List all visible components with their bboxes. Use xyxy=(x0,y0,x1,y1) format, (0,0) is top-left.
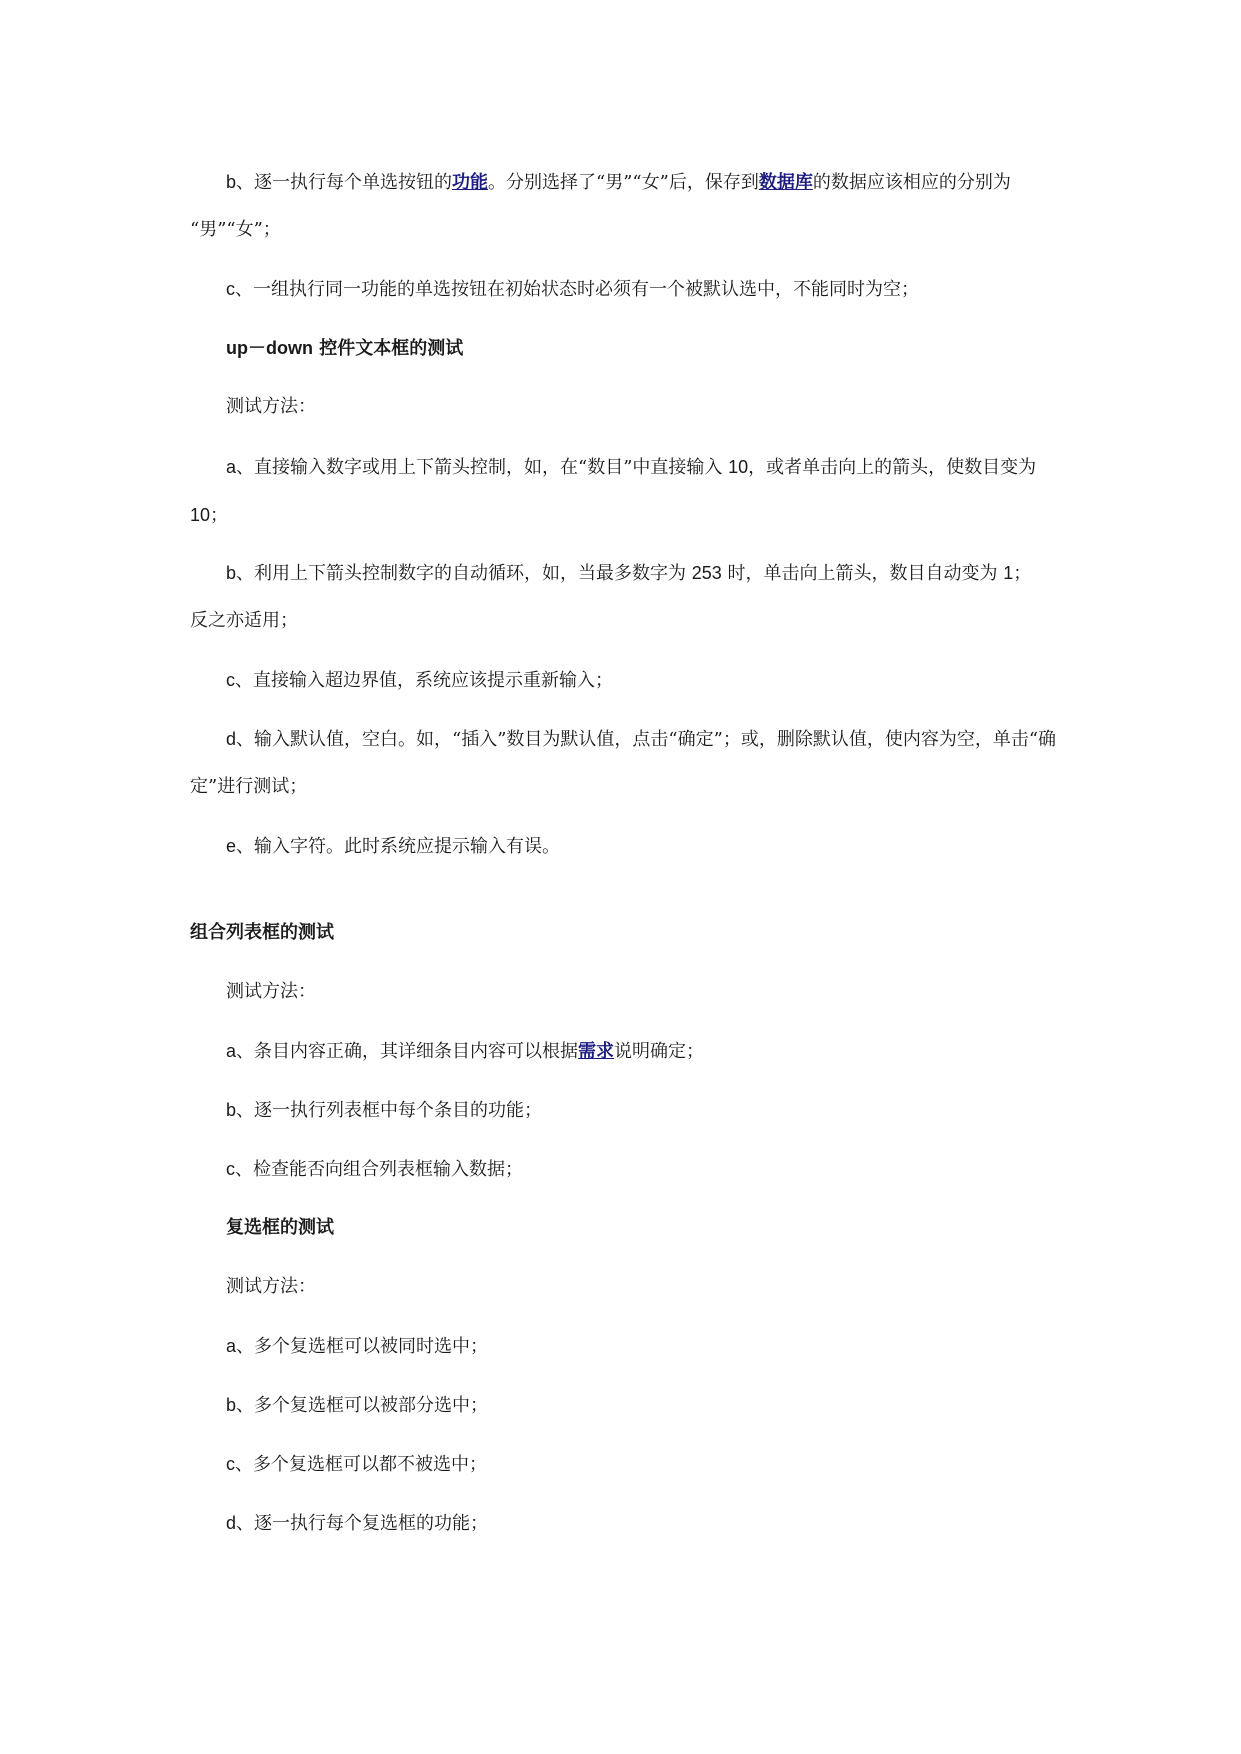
item-letter: c xyxy=(226,670,235,690)
item-letter: b xyxy=(226,563,237,583)
item-text: 。分别选择了“男”“女”后，保存到 xyxy=(488,172,759,193)
item-text: 、多个复选框可以被部分选中； xyxy=(236,1395,489,1416)
item-letter: c xyxy=(226,1454,235,1474)
item-letter: b xyxy=(226,1100,237,1120)
combo-item-c xyxy=(226,1157,1106,1182)
item-letter: a xyxy=(226,457,237,477)
item-text: 、输入默认值，空白。如，“插入”数目为默认值，点击“确定”；或，删除默认值，使内容为空，单击“确 xyxy=(236,729,1057,750)
test-method-label: 测试方法： xyxy=(226,1276,316,1297)
item-letter: e xyxy=(226,836,237,856)
updown-item-a-continued: 10； xyxy=(190,505,229,525)
combo-item-b xyxy=(226,1098,1106,1123)
checkbox-item-b xyxy=(226,1393,1106,1418)
item-text: 的数据应该相应的分别为 xyxy=(812,172,1011,193)
item-text: 时，单击向上箭头，数目自动变为 xyxy=(721,563,1004,584)
test-method-label: 测试方法： xyxy=(226,981,316,1002)
heading-text: 控件文本框的测试 xyxy=(312,338,464,359)
item-text: 、条目内容正确，其详细条目内容可以根据 xyxy=(236,1041,579,1062)
item-text: 、检查能否向组合列表框输入数据； xyxy=(235,1159,523,1180)
item-letter: a xyxy=(226,1336,237,1356)
item-text: 、直接输入数字或用上下箭头控制，如，在“数目”中直接输入 xyxy=(236,457,729,478)
item-text: 、逐一执行每个单选按钮的 xyxy=(236,172,453,193)
item-letter: d xyxy=(226,1513,237,1533)
link-database[interactable]: 数据库 xyxy=(758,172,813,193)
item-number: 10 xyxy=(728,457,749,477)
item-letter: c xyxy=(226,279,235,299)
checkbox-item-a xyxy=(226,1334,1106,1359)
item-text: 、逐一执行每个复选框的功能； xyxy=(236,1513,489,1534)
updown-item-b-continued: 反之亦适用； xyxy=(190,610,298,631)
item-number: 1 xyxy=(1003,563,1014,583)
item-letter: d xyxy=(226,729,237,749)
test-method-label: 测试方法： xyxy=(226,396,316,417)
checkbox-item-d xyxy=(226,1511,1106,1536)
item-letter: b xyxy=(226,1395,237,1415)
item-number: 253 xyxy=(691,563,722,583)
item-letter: c xyxy=(226,1159,235,1179)
item-text: 、输入字符。此时系统应提示输入有误。 xyxy=(236,836,561,857)
item-text: 、多个复选框可以都不被选中； xyxy=(235,1454,487,1475)
item-text: ，或者单击向上的箭头，使数目变为 xyxy=(748,457,1037,478)
item-text: 、利用上下箭头控制数字的自动循环，如，当最多数字为 xyxy=(236,563,692,584)
radio-item-b-continued: “男”“女”； xyxy=(190,219,281,240)
updown-item-e xyxy=(226,834,1106,859)
item-text: 、直接输入超边界值，系统应该提示重新输入； xyxy=(235,670,613,691)
updown-item-d xyxy=(226,727,1106,752)
heading-latin: up－down xyxy=(226,338,313,358)
heading-combo-listbox: 组合列表框的测试 xyxy=(190,922,334,943)
radio-item-c xyxy=(226,277,1106,302)
item-text: ； xyxy=(1013,563,1032,584)
heading-checkbox: 复选框的测试 xyxy=(226,1217,334,1238)
link-function[interactable]: 功能 xyxy=(452,172,489,193)
combo-item-a xyxy=(226,1039,1106,1064)
radio-item-b xyxy=(226,170,1106,195)
item-text: 、一组执行同一功能的单选按钮在初始状态时必须有一个被默认选中，不能同时为空； xyxy=(235,279,919,300)
updown-item-b xyxy=(226,561,1106,586)
item-text: 、逐一执行列表框中每个条目的功能； xyxy=(236,1100,543,1121)
checkbox-item-c xyxy=(226,1452,1106,1477)
item-letter: b xyxy=(226,172,237,192)
updown-item-d-continued: 定”进行测试； xyxy=(190,776,308,797)
item-letter: a xyxy=(226,1041,237,1061)
updown-item-c xyxy=(226,668,1106,693)
item-text: 、多个复选框可以被同时选中； xyxy=(236,1336,489,1357)
link-requirements[interactable]: 需求 xyxy=(578,1041,615,1062)
item-text: 说明确定； xyxy=(614,1041,705,1062)
updown-item-a xyxy=(226,455,1106,480)
heading-updown-textbox xyxy=(226,336,1106,361)
